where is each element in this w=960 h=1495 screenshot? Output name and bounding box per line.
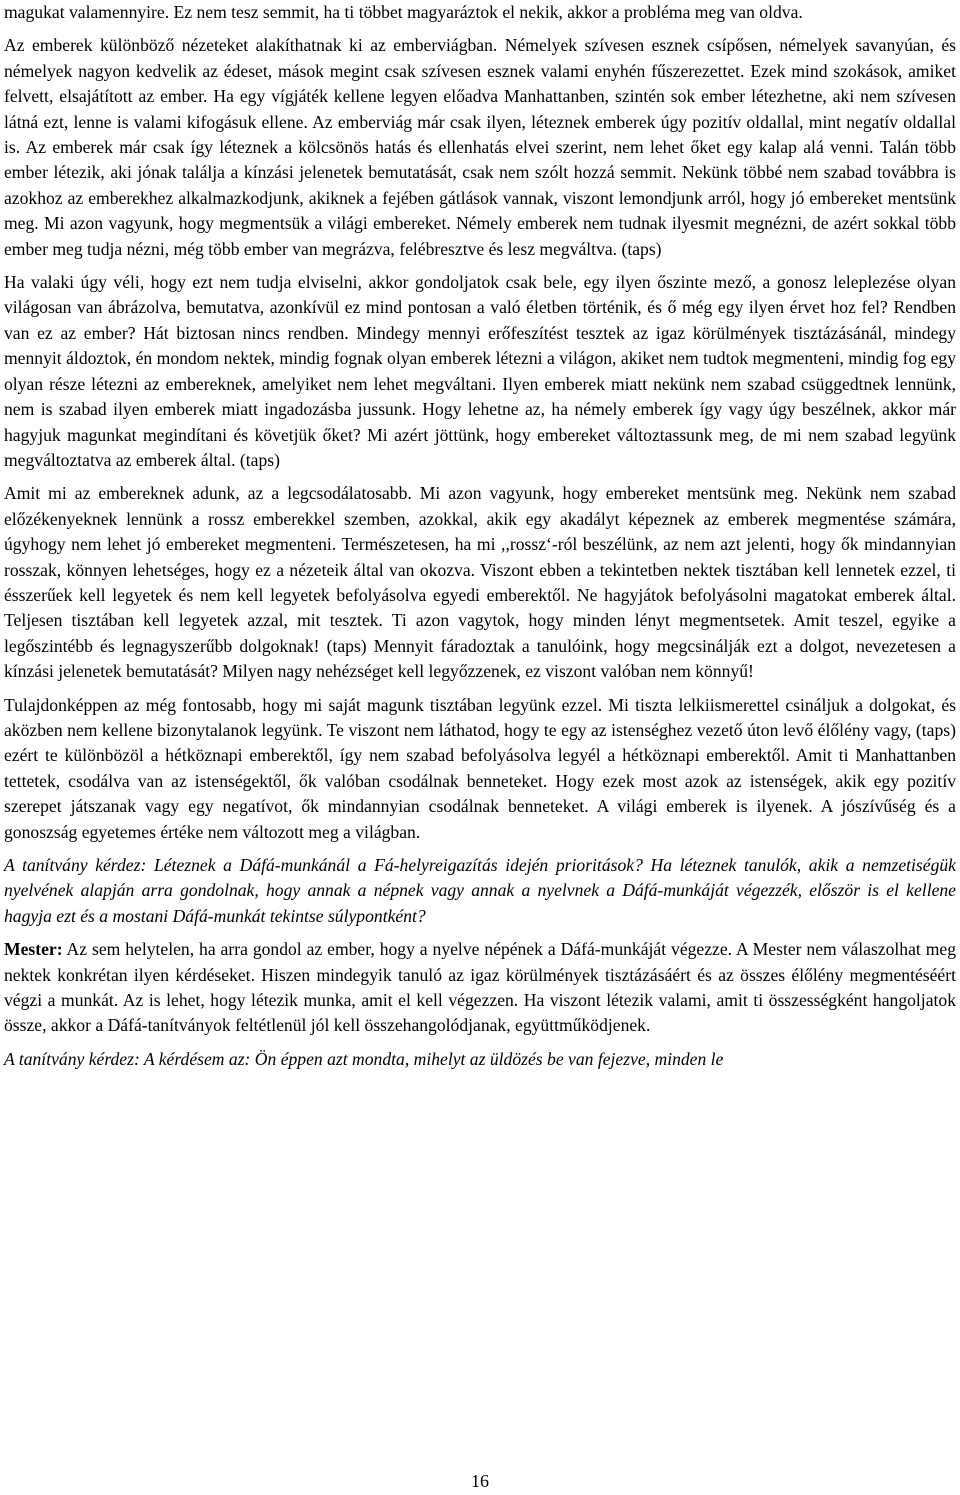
master-answer-1 xyxy=(4,937,956,1039)
page-number: 16 xyxy=(471,1471,489,1491)
paragraph-3: Ha valaki úgy véli, hogy ezt nem tudja elviselni, akkor gondoljatok csak bele, egy ilyen őszinte mező, a gonosz leleplezése olyan világosan van ábrázolva, bemutatva, azonkívül ez mind pontosan a való életben történik, és ő még egy ilyen érvet hoz fel? Rendben van ez az ember? Hát biztosan nincs rendben. Mindegy mennyi erőfeszítést tesztek az igaz körülmények tisztázásánál, mindegy mennyit áldoztok, én mondom nektek, mindig fognak olyan emberek létezni a világon, akiket nem tudtok megmenteni, mindig fog egy olyan része létezni az embereknek, amelyiket nem lehet megváltani. Ilyen emberek miatt nekünk nem szabad csüggedtnek lennünk, nem is szabad ilyen emberek miatt ingadozásba jussunk. Hogy lehetne az, ha némely emberek így vagy úgy beszélnek, akkor már hagyjuk magunkat megindítani és követjük őket? Mi azért jöttünk, hogy embereket változtassunk meg, de mi nem szabad legyünk megváltoztatva az emberek által. (taps) xyxy=(4,272,956,470)
student-question-2: A tanítvány kérdez: A kérdésem az: Ön éppen azt mondta, mihelyt az üldözés be van fejezve, minden le xyxy=(4,1048,724,1069)
master-answer-text: Az sem helytelen, ha arra gondol az ember, hogy a nyelve népének a Dáfá-munkáját végezze. A Mester nem válaszolhat meg nektek konkrétan ilyen kérdéseket. Hiszen mindegyik tanuló az igaz körülmények tisztázásáért és az összes élőlény megmentéséért végzi a munkát. Az is lehet, hogy létezik munka, amit el kell végezzen. Ha viszont létezik valami, amit ti összességként hangoljatok össze, akkor a Dáfá-tanítványok feltétlenül jól kell összehangolódjanak, együttműködjenek. xyxy=(4,939,956,1036)
student-question-1: A tanítvány kérdez: Léteznek a Dáfá-munkánál a Fá-helyreigazítás idején prioritások? Ha léteznek tanulók, akik a nemzetiségük nyelvének alapján arra gondolnak, hogy annak a népnek vagy annak a nyelvnek a Dáfá-munkáját végezzék, először is el kellene hagyja ezt és a mostani Dáfá-munkát tekintse súlypontként? xyxy=(4,855,956,926)
paragraph-5: Tulajdonképpen az még fontosabb, hogy mi saját magunk tisztában legyünk ezzel. Mi tiszta lelkiismerettel csináljuk a dolgokat, és aközben nem kellene bizonytalanok legyünk. Te viszont nem láthatod, hogy te egy az istenséghez vezető úton levő élőlény vagy, (taps) ezért te különbözöl a hétköznapi emberektől, így nem szabad befolyásolva legyél a hétköznapi emberektől. Amit ti Manhattanben tettetek, csodálva van az istenségektől, ők valóban csodálnak benneteket. Hogy ezek most azok az istenségek, akik egy pozitív szerepet játszanak vagy egy negatívot, ők mindannyian csodálnak benneteket. A világi emberek is ilyenek. A jószívűség és a gonoszság egyetemes értéke nem változott meg a világban. xyxy=(4,694,956,842)
document-page xyxy=(4,0,956,1080)
paragraph-4: Amit mi az embereknek adunk, az a legcsodálatosabb. Mi azon vagyunk, hogy embereket mentsünk meg. Nekünk nem szabad előzékenyeknek lennünk a rossz emberekkel szemben, azokkal, akik egy akadályt képeznek az emberek megmentése számára, úgyhogy nem lehet jó embereket megmenteni. Természetesen, ha mi ,,rossz‘-ról beszélünk, az nem azt jelenti, hogy ők mindannyian rosszak, könnyen lehetséges, hogy ez a nézeteik által van okozva. Viszont ebben a tekintetben nektek tisztában kell lennetek ezzel, ti ésszerűek kell legyetek és nem kell legyetek befolyásolva egyedi emberektől. Ne hagyjátok befolyásolni magatokat emberek által. Teljesen tisztában kell legyetek azzal, mit tesztek. Ti azon vagytok, hogy minden lényt megmentsetek. Amit teszel, egyike a legőszintébb és legnagyszerűbb dolgoknak! (taps) Mennyit fáradoztak a tanulóink, hogy megcsinálják ezt a dolgot, nevezetesen a kínzási jelenetek bemutatását? Milyen nagy nehézséget kell legyőzzenek, ez viszont valóban nem könnyű! xyxy=(4,483,956,682)
master-label: Mester: xyxy=(4,939,63,960)
paragraph-2: Az emberek különböző nézeteket alakíthatnak ki az emberviágban. Némelyek szívesen esznek csípősen, némelyek savanyúan, és némelyek nagyon kedvelik az édeset, mások megint csak szívesen esznek valami enyhén fűszerezettet. Ezek mind szokások, amiket felvett, elsajátított az ember. Ha egy vígjáték kellene legyen előadva Manhattanben, szintén sok ember létezhetne, aki nem szívesen látná ezt, lenne is valami kifogásuk ellene. Az emberviág már csak ilyen, léteznek emberek úgy pozitív oldallal, mint negatív oldallal is. Az emberek már csak így léteznek a kölcsönös hatás és ellenhatás elvei szerint, nem lehet őket egy kalap alá venni. Talán több ember létezik, aki jónak találja a kínzási jelenetek bemutatását, csak nem szólt hozzá semmit. Nekünk többé nem szabad továbbra is azokhoz az emberekhez alkalmazkodjunk, akiknek a fejében gátlások vannak, viszont lemondjunk arról, hogy jó embereket mentsünk meg. Mi azon vagyunk, hogy megmentsük a világi embereket. Némely emberek nem tudnak ilyesmit megnézni, de azért sokkal több ember meg tudja nézni, még több ember van megrázva, felébresztve és lesz megváltva. (taps) xyxy=(4,35,956,259)
paragraph-1: magukat valamennyire. Ez nem tesz semmit, ha ti többet magyaráztok el nekik, akkor a probléma meg van oldva. xyxy=(4,2,803,22)
